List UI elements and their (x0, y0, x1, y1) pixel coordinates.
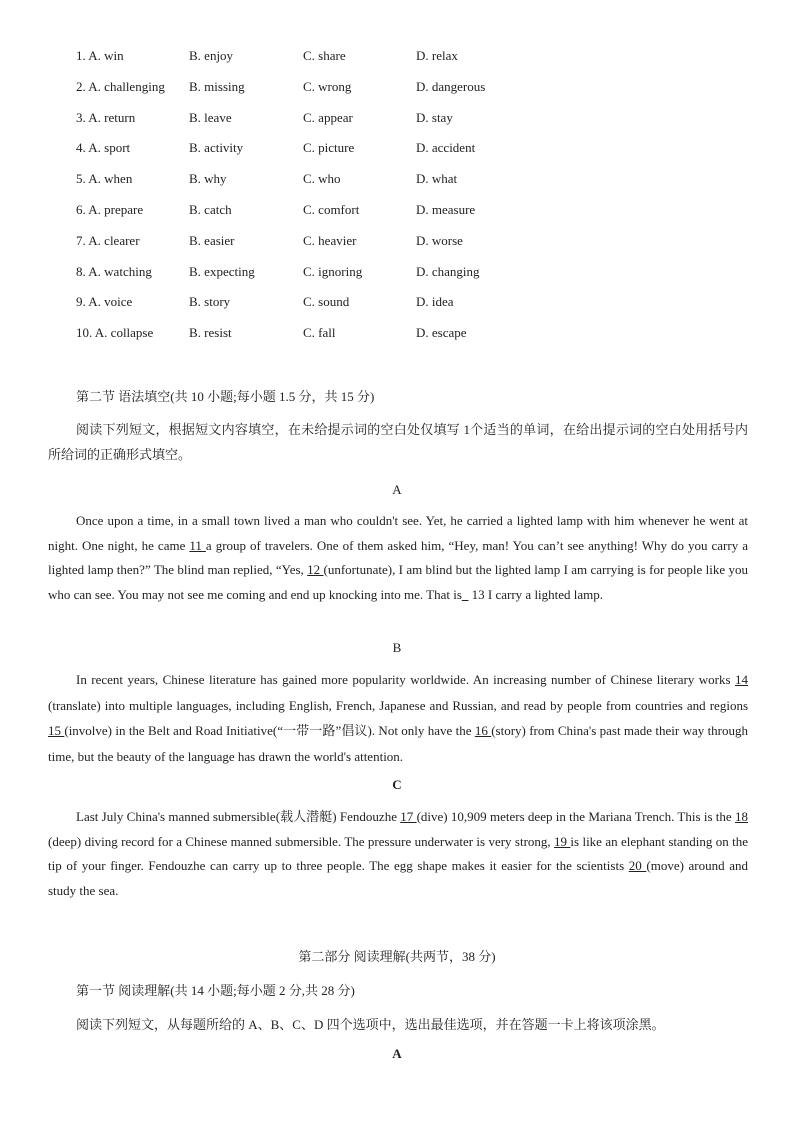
option-row (76, 77, 576, 108)
passage-c-text (48, 805, 748, 903)
text-run: (deep) diving record for a Chinese manned submersible. The pressure underwater is very strong, (48, 833, 555, 849)
option-c: C. who (303, 171, 341, 187)
passage-b-label: B (392, 640, 402, 655)
passage-c-label: C (392, 777, 402, 792)
option-row (76, 292, 576, 323)
text-run: (involve) in the Belt and Road Initiative(“一带一路”倡议). Not only have the (64, 723, 475, 738)
option-b: B. missing (189, 78, 245, 94)
option-row (76, 262, 576, 293)
option-b: B. story (189, 294, 231, 310)
option-row (76, 231, 576, 262)
option-c: C. appear (303, 109, 353, 125)
option-a: 4. A. sport (76, 140, 131, 156)
option-b: B. enjoy (189, 48, 234, 63)
text-run: Once upon a time, in a small town lived a man who couldn't see. Yet, he carried a lighted lamp with him whenever he went at night. One night, he came (48, 513, 748, 553)
option-a: 10. A. collapse (76, 325, 154, 341)
option-a: 2. A. challenging (76, 78, 165, 94)
passage-a-label: A (392, 482, 402, 497)
blank-15: 15 (48, 723, 65, 738)
blank-17: 17 (400, 809, 417, 824)
blank-12: 12 (307, 562, 324, 577)
option-row (76, 169, 576, 200)
cloze-options (76, 46, 576, 354)
section2-title: 第二节 语法填空(共 10 小题;每小题 1.5 分，共 15 分) (76, 389, 375, 404)
option-row (76, 46, 576, 77)
option-c: C. fall (303, 325, 336, 341)
text-run: (story) from China's past made their way through time, but the beauty of the language has drawn the world's attention. (48, 723, 749, 764)
blank-14: 14 (735, 672, 748, 687)
option-row (76, 108, 576, 139)
option-a: 5. A. when (76, 171, 133, 187)
part2-section1-title: 第一节 阅读理解(共 14 小题;每小题 2 分,共 28 分) (76, 983, 355, 998)
option-row (76, 323, 576, 354)
option-d: D. accident (416, 140, 476, 156)
instruction-text: 阅读下列短文，根据短文内容填空，在未给提示词的空白处仅填写 1个适当的单词，在给出提示词的空白处用括号内所给词的正确形式填空。 (48, 422, 748, 462)
option-a: 9. A. voice (76, 294, 133, 310)
option-b: B. expecting (189, 263, 255, 279)
option-b: B. activity (189, 140, 244, 156)
text-run: In recent years, Chinese literature has gained more popularity worldwide. An increasing number of Chinese literary works (76, 672, 735, 687)
option-a: 8. A. watching (76, 263, 152, 279)
option-d: D. dangerous (416, 78, 486, 94)
option-b: B. catch (189, 201, 232, 217)
option-d: D. changing (416, 263, 480, 279)
section2-instruction (48, 418, 748, 467)
option-a: 7. A. clearer (76, 232, 140, 248)
blank-13: _ (461, 586, 469, 602)
passage-b (48, 667, 748, 769)
option-c: C. comfort (303, 201, 360, 217)
blank-11: 11 (189, 537, 206, 553)
part2-instruction: 阅读下列短文，从每题所给的 A、B、C、D 四个选项中，选出最佳选项，并在答题一卡上将该项涂黑。 (76, 1017, 665, 1032)
text-run: (dive) 10,909 meters deep in the Mariana Trench. This is the (416, 809, 735, 824)
text-run: a group of travelers. One of them asked him, “Hey, man! You can’t see anything! Why do you carry a lighted lamp then?” The blind man replied, “Yes, (48, 537, 748, 577)
option-c: C. ignoring (303, 263, 363, 279)
option-d: D. what (416, 171, 458, 187)
option-a: 3. A. return (76, 109, 136, 125)
option-c: C. sound (303, 294, 350, 310)
option-d: D. relax (416, 48, 458, 63)
option-a: 1. A. win (76, 48, 124, 63)
option-d: D. stay (416, 109, 453, 125)
text-run: (translate) into multiple languages, including English, French, Japanese and Russian, and read by people from countries and regions (48, 697, 748, 713)
blank-19: 19 (554, 833, 571, 849)
part2-title: 第二部分 阅读理解(共两节，38 分) (298, 949, 496, 964)
option-d: D. worse (416, 232, 463, 248)
passage-a (48, 509, 748, 607)
part2-passage-a-label: A (392, 1046, 402, 1061)
option-row (76, 200, 576, 231)
option-c: C. share (303, 48, 346, 63)
option-b: B. why (189, 171, 227, 187)
text-run: (unfortunate), I am blind but the lighted lamp I am carrying is for people like you who can see. You may not see me coming and end up knocking into me. That is (48, 562, 748, 602)
text-run: Last July China's manned submersible(载人潜艇) Fendouzhe (76, 809, 401, 824)
option-d: D. measure (416, 201, 476, 217)
blank-20: 20 (628, 858, 647, 873)
text-run: is like an elephant standing on the tip of your finger. Fendouzhe can carry up to three people. The egg shape makes it easier for the scientists (48, 833, 749, 873)
blank-16: 16 (474, 723, 492, 738)
option-d: D. escape (416, 325, 467, 341)
option-d: D. idea (416, 294, 454, 310)
passage-a-text (48, 509, 748, 607)
option-row (76, 138, 576, 169)
passage-c (48, 805, 748, 903)
option-a: 6. A. prepare (76, 201, 144, 217)
option-c: C. picture (303, 140, 355, 156)
option-c: C. heavier (303, 232, 357, 248)
option-c: C. wrong (303, 78, 352, 94)
text-run: (move) around and study the sea. (48, 858, 749, 898)
option-b: B. easier (189, 232, 235, 248)
option-b: B. leave (189, 109, 232, 125)
text-run: 13 I carry a lighted lamp. (468, 586, 604, 602)
option-b: B. resist (189, 325, 232, 341)
blank-18: 18 (735, 809, 748, 824)
passage-b-text (48, 667, 748, 769)
